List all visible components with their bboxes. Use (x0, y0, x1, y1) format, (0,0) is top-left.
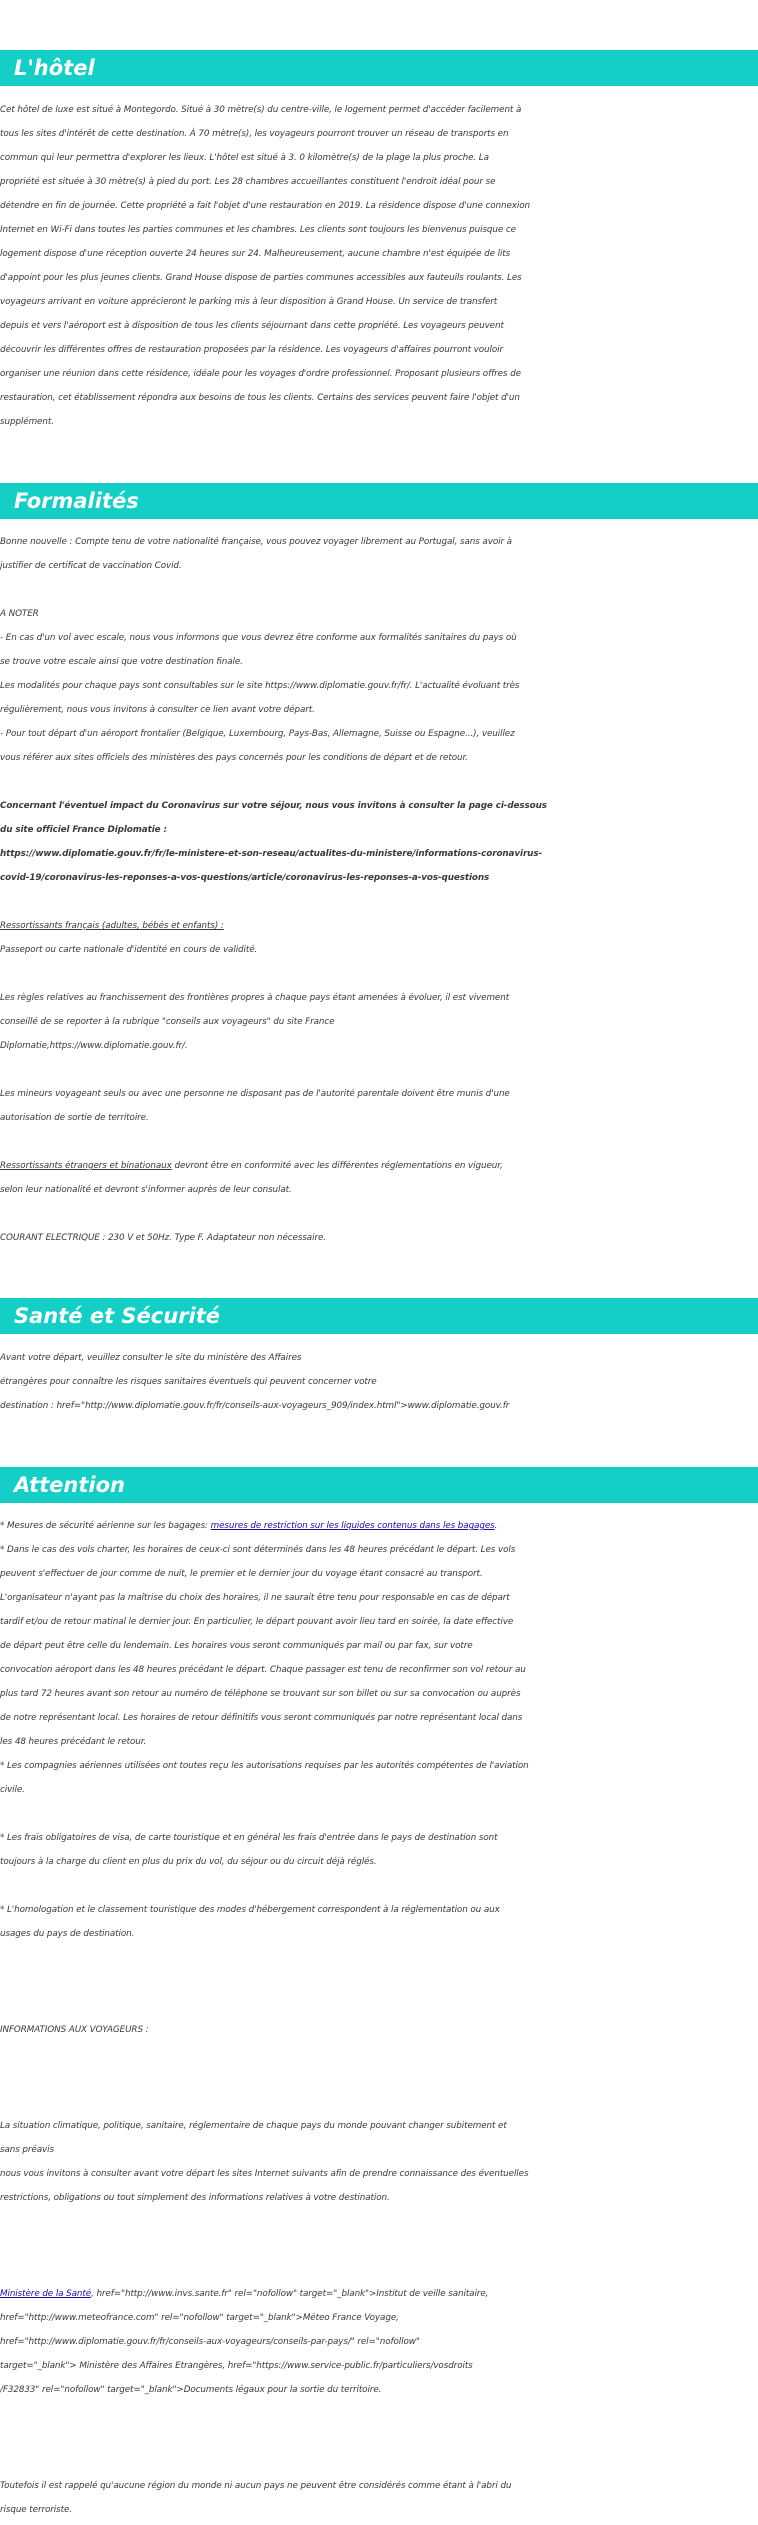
text-line: La situation climatique, politique, sanitaire, réglementaire de chaque pays du monde pouvant changer subitement et (0, 2121, 507, 2131)
text-line: selon leur nationalité et devront s'informer auprès de leur consulat. (0, 1185, 292, 1195)
text-line (0, 2210, 758, 2234)
text-line: du site officiel France Diplomatie : (0, 825, 167, 835)
text-line: covid-19/coronavirus-les-reponses-a-vos-questions/article/coronavirus-les-reponses-a-vos-questions (0, 873, 490, 883)
text-line: risque terroriste. (0, 2505, 72, 2515)
text-line (0, 1874, 758, 1898)
text-line: tardif et/ou de retour matinal le dernier jour. En particulier, le départ pouvant avoir lieu tard en soirée, la date effective (0, 1617, 514, 1627)
text-line (0, 1202, 758, 1226)
text-line (0, 578, 758, 602)
text-line: de notre représentant local. Les horaires de retour définitifs vous seront communiqués par notre représentant local dans (0, 1713, 523, 1723)
text-line: Internet en Wi-Fi dans toutes les parties communes et les chambres. Les clients sont toujours les bienvenus puisque ce (0, 225, 516, 235)
text-line (0, 2426, 758, 2450)
text-line: A NOTER (0, 609, 39, 619)
text-line (0, 890, 758, 914)
text-line: sans préavis (0, 2145, 54, 2155)
text-line: Toutefois il est rappelé qu'aucune région du monde ni aucun pays ne peuvent être considérés comme étant à l'abri du (0, 2481, 512, 2491)
text-line: toujours à la charge du client en plus du prix du vol, du séjour ou du circuit déjà réglés. (0, 1857, 377, 1867)
text-line (0, 1058, 758, 1082)
section-title-formalites: Formalités (14, 489, 139, 513)
text-line: de départ peut être celle du lendemain. Les horaires vous seront communiqués par mail ou par fax, sur votre (0, 1641, 473, 1651)
text-line: - Pour tout départ d'un aéroport frontalier (Belgique, Luxembourg, Pays-Bas, Allemagne, Suisse ou Espagne...), veuillez (0, 729, 515, 739)
text-line: COURANT ELECTRIQUE : 230 V et 50Hz. Type F. Adaptateur non nécessaire. (0, 1233, 326, 1243)
text-line (0, 1946, 758, 1970)
section-header-attention (0, 1467, 758, 1503)
text-line: depuis et vers l'aéroport est à disposition de tous les clients séjournant dans cette propriété. Les voyageurs peuvent (0, 321, 504, 331)
text-line: justifier de certificat de vaccination Covid. (0, 561, 182, 571)
text-line: * L'homologation et le classement touristique des modes d'hébergement correspondent à la réglementation ou aux (0, 1905, 500, 1915)
text-line: Les modalités pour chaque pays sont consultables sur le site https://www.diplomatie.gouv.fr/fr/. L'actualité évoluant très (0, 681, 520, 691)
text-line (0, 962, 758, 986)
text-line: Les règles relatives au franchissement des frontières propres à chaque pays étant amenées à évoluer, il est vivement (0, 993, 510, 1003)
text-line: propriété est située à 30 mètre(s) à pied du port. Les 28 chambres accueillantes constituent l'endroit idéal pour se (0, 177, 496, 187)
text-line (0, 1970, 758, 1994)
text-line: Les mineurs voyageant seuls ou avec une personne ne disposant pas de l'autorité parentale doivent être munis d'une (0, 1089, 510, 1099)
hotel-description (0, 98, 758, 434)
text-line: L'organisateur n'ayant pas la maîtrise du choix des horaires, il ne saurait être tenu pour responsable en cas de départ (0, 1593, 510, 1603)
text-line: href="http://www.meteofrance.com" rel="nofollow" target="_blank">Méteo France Voyage, (0, 2313, 399, 2323)
text-line: restrictions, obligations ou tout simplement des informations relatives à votre destination. (0, 2193, 390, 2203)
text-line: /F32833" rel="nofollow" target="_blank">Documents légaux pour la sortie du territoire. (0, 2385, 382, 2395)
text-line: Ressortissants français (adultes, bébés et enfants) : (0, 921, 224, 931)
sante-content (0, 1346, 758, 1418)
text-line (0, 2234, 758, 2258)
text-line: https://www.diplomatie.gouv.fr/fr/le-ministere-et-son-reseau/actualites-du-ministere/informations-coronavirus- (0, 849, 543, 859)
text-line: * Les frais obligatoires de visa, de carte touristique et en général les frais d'entrée dans le pays de destination sont (0, 1833, 498, 1843)
text-line: se trouve votre escale ainsi que votre destination finale. (0, 657, 243, 667)
text-line: organiser une réunion dans cette résidence, idéale pour les voyages d'ordre professionnel. Proposant plusieurs offres de (0, 369, 521, 379)
underlined-heading: Ressortissants étrangers et binationaux (0, 1161, 172, 1171)
text-line: target="_blank"> Ministère des Affaires Etrangères, href="https://www.service-public.fr/particuliers/vosdroits (0, 2361, 473, 2371)
text-line (0, 1154, 758, 1178)
section-header-sante (0, 1298, 758, 1334)
text-line: supplément. (0, 417, 54, 427)
text-line (0, 2090, 758, 2114)
text-line: voyageurs arrivant en voiture apprécieront le parking mis à leur disposition à Grand House. Un service de transfert (0, 297, 498, 307)
attention-content (0, 1514, 758, 2522)
text-line (0, 2042, 758, 2066)
section-title-sante: Santé et Sécurité (14, 1304, 221, 1328)
text-line: logement dispose d'une réception ouverte 24 heures sur 24. Malheureusement, aucune chambre n'est équipée de lits (0, 249, 511, 259)
text-line: usages du pays de destination. (0, 1929, 135, 1939)
text-line: Cet hôtel de luxe est situé à Montegordo. Situé à 30 mètre(s) du centre-ville, le logement permet d'accéder facilement à (0, 105, 522, 115)
section-header-hotel (0, 50, 758, 86)
section-title-attention: Attention (14, 1473, 125, 1497)
text-line: plus tard 72 heures avant son retour au numéro de téléphone se trouvant sur son billet ou sur sa convocation ou auprès (0, 1689, 521, 1699)
text-line: étrangères pour connaître les risques sanitaires éventuels qui peuvent concerner votre (0, 1377, 377, 1387)
text-line: Bonne nouvelle : Compte tenu de votre nationalité française, vous pouvez voyager librement au Portugal, sans avoir à (0, 537, 512, 547)
text-line: commun qui leur permettra d'explorer les lieux. L'hôtel est situé à 3. 0 kilomètre(s) de la plage la plus proche. La (0, 153, 489, 163)
text-line: restauration, cet établissement répondra aux besoins de tous les clients. Certains des services peuvent faire l'objet d'un (0, 393, 520, 403)
text-line: INFORMATIONS AUX VOYAGEURS : (0, 2025, 149, 2035)
text-line: Avant votre départ, veuillez consulter le site du ministère des Affaires (0, 1353, 302, 1363)
text-line (0, 770, 758, 794)
text-line: découvrir les différentes offres de restauration proposées par la résidence. Les voyageurs d'affaires pourront vouloir (0, 345, 503, 355)
text-line: nous vous invitons à consulter avant votre départ les sites Internet suivants afin de prendre connaissance des éventuelles (0, 2169, 529, 2179)
text-line (0, 1802, 758, 1826)
liquids-restriction-link[interactable]: mesures de restriction sur les liquides contenus dans les bagages (210, 1521, 495, 1531)
section-title-hotel: L'hôtel (14, 56, 95, 80)
text-line: détendre en fin de journée. Cette propriété a fait l'objet d'une restauration en 2019. La résidence dispose d'une connexion (0, 201, 530, 211)
text-line: les 48 heures précédant le retour. (0, 1737, 147, 1747)
text-line: convocation aéroport dans les 48 heures précédant le départ. Chaque passager est tenu de reconfirmer son vol retour au (0, 1665, 526, 1675)
section-header-formalites (0, 483, 758, 519)
text-line: Diplomatie,https://www.diplomatie.gouv.fr/. (0, 1041, 188, 1051)
text-line (0, 1994, 758, 2018)
text-line: - En cas d'un vol avec escale, nous vous informons que vous devrez être conforme aux formalités sanitaires du pays où (0, 633, 517, 643)
text-line: peuvent s'effectuer de jour comme de nuit, le premier et le dernier jour du voyage étant consacré au transport. (0, 1569, 483, 1579)
text-line: * Dans le cas des vols charter, les horaires de ceux-ci sont déterminés dans les 48 heures précédant le départ. Les vols (0, 1545, 516, 1555)
text-line: conseillé de se reporter à la rubrique "conseils aux voyageurs" du site France (0, 1017, 335, 1027)
text-line: civile. (0, 1785, 25, 1795)
text-line: Concernant l'éventuel impact du Coronavirus sur votre séjour, nous vous invitons à consulter la page ci-dessous (0, 801, 547, 811)
text-line: href="http://www.diplomatie.gouv.fr/fr/conseils-aux-voyageurs/conseils-par-pays/" rel="nofollow" (0, 2337, 420, 2347)
text-line (0, 2258, 758, 2282)
text-line (0, 2402, 758, 2426)
text-line: d'appoint pour les plus jeunes clients. Grand House dispose de parties communes accessibles aux fauteuils roulants. Les (0, 273, 522, 283)
text-line: vous référer aux sites officiels des ministères des pays concernés pour les conditions de départ et de retour. (0, 753, 468, 763)
text-line (0, 1130, 758, 1154)
text-line (0, 2450, 758, 2474)
ministere-sante-link[interactable]: Ministère de la Santé (0, 2289, 92, 2299)
text-line (0, 2066, 758, 2090)
text-line: destination : href="http://www.diplomatie.gouv.fr/fr/conseils-aux-voyageurs_909/index.html">www.diplomatie.gouv.fr (0, 1401, 510, 1411)
formalites-content (0, 530, 758, 1250)
text-fragment: devront être en conformité avec les différentes réglementations en vigueur, (171, 1161, 503, 1171)
text-line: tous les sites d'intérêt de cette destination. À 70 mètre(s), les voyageurs pourront trouver un réseau de transports en (0, 129, 509, 139)
text-line: * Mesures de sécurité aérienne sur les bagages: mesures de restriction sur les liquides contenus dans les bagages. (0, 1521, 498, 1531)
text-line: régulièrement, nous vous invitons à consulter ce lien avant votre départ. (0, 705, 315, 715)
text-line: Ministère de la Santé, href="http://www.invs.sante.fr" rel="nofollow" target="_blank">Institut de veille sanitaire, (0, 2289, 489, 2299)
text-line: * Les compagnies aériennes utilisées ont toutes reçu les autorisations requises par les autorités compétentes de l'aviation (0, 1761, 529, 1771)
text-line: Passeport ou carte nationale d'identité en cours de validité. (0, 945, 258, 955)
text-line: autorisation de sortie de territoire. (0, 1113, 149, 1123)
